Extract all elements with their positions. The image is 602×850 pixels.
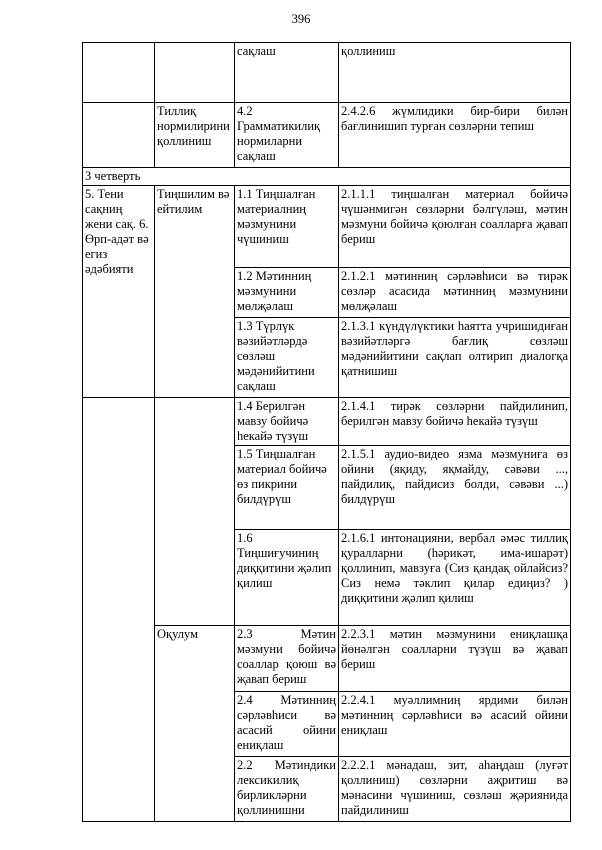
page-number: 396 [291,12,311,26]
cell-topic [83,398,155,822]
cell-topic [83,103,155,168]
cell-subskill: 1.1 Тиңшалған материалниң мәзмунини чүшиниш [235,186,339,268]
quarter-row [83,168,571,186]
cell-skill: Тиллиқ нормилирини қоллиниш [155,103,235,168]
table-row [83,626,571,692]
cell-subskill: 1.2 Мәтинниң мәзмунини мөлҗәлаш [235,268,339,318]
cell-objective: 2.1.6.1 интонацияни, вербал әмәс тиллиқ қуралларни (һәрикәт, има-ишарәт) қоллинип, мавзуға (Сиз қандақ ойлайсиз? Сиз немә тәклип қилар едиңиз? ) диққитини җәлип қилиш [339,530,571,626]
cell-skill [155,43,235,103]
cell-skill: Оқулум [155,626,235,822]
cell-subskill: 1.3 Түрлүк вәзийәтләрдә сөзләш мәдәнийитини сақлаш [235,318,339,398]
cell-skill [155,398,235,626]
table-row [83,43,571,103]
cell-subskill: 1.5 Тиңшалған материал бойичә өз пикрини билдүрүш [235,446,339,530]
cell-subskill: 2.2 Мәтиндики лексикилиқ бирликләрни қоллинишни [235,757,339,822]
cell-objective: қоллиниш [339,43,571,103]
cell-objective: 2.1.2.1 мәтинниң сәрләвһиси вә тирәк сөзләр асасида мәтинниң мәзмунини мөлҗәлаш [339,268,571,318]
cell-subskill: 2.4 Мәтинниң сәрләвһиси вә асасий ойини ениқлаш [235,692,339,757]
quarter-label: 3 четверть [83,168,571,186]
cell-subskill: 4.2 Грамматикилиқ нормиларни сақлаш [235,103,339,168]
cell-subskill: 2.3 Мәтин мәзмуни бойичә соаллар қоюш вә җавап бериш [235,626,339,692]
cell-objective: 2.1.5.1 аудио-видео язма мәзмуниға өз ойини (яқиду, яқмайду, сәвәви ..., пайдилиқ, пайдисиз болди, сәвәви ...) билдүрүш [339,446,571,530]
cell-subskill: 1.6 Тиңшиғучиниң диққитини җәлип қилиш [235,530,339,626]
cell-subskill: сақлаш [235,43,339,103]
cell-subskill: 1.4 Берилгән мавзу бойичә һекайә түзүш [235,398,339,446]
cell-objective: 2.2.2.1 мәнадаш, зит, аһаңдаш (луғәт қоллиниш) сөзләрни аҗритиш вә мәнасини чүшиниш, сөзләш җәриянида пайдилиниш [339,757,571,822]
curriculum-table [82,42,571,822]
cell-skill: Тиңшилим вә ейтилим [155,186,235,398]
cell-objective: 2.1.3.1 күндүлүктики һаятта учришидиған вәзийәтләргә бағлиқ сөзләш мәдәнийитини сақлап олтирип диалогқа қатнишиш [339,318,571,398]
cell-objective: 2.1.4.1 тирәк сөзләрни пайдилинип, берилгән мавзу бойичә һекайә түзүш [339,398,571,446]
cell-objective: 2.1.1.1 тиңшалған материал бойичә чүшәнмигән сөзләрни бәлгүләш, мәтин мәзмуни бойичә қоюлған соалларға җавап бериш [339,186,571,268]
cell-topic: 5. Тени сақниң жени сақ. 6. Өрп-адәт вә егиз әдәбияти [83,186,155,398]
table-row [83,186,571,268]
cell-topic [83,43,155,103]
cell-objective: 2.4.2.6 жүмлидики бир-бири билән бағлинишип турған сөзләрни тепиш [339,103,571,168]
table-row [83,103,571,168]
table-row [83,398,571,446]
cell-objective: 2.2.3.1 мәтин мәзмунини ениқлашқа йөнәлгән соалларни түзүш вә җавап бериш [339,626,571,692]
cell-objective: 2.2.4.1 муәллимниң ярдими билән мәтинниң сәрләвһиси вә асасий ойини ениқлаш [339,692,571,757]
